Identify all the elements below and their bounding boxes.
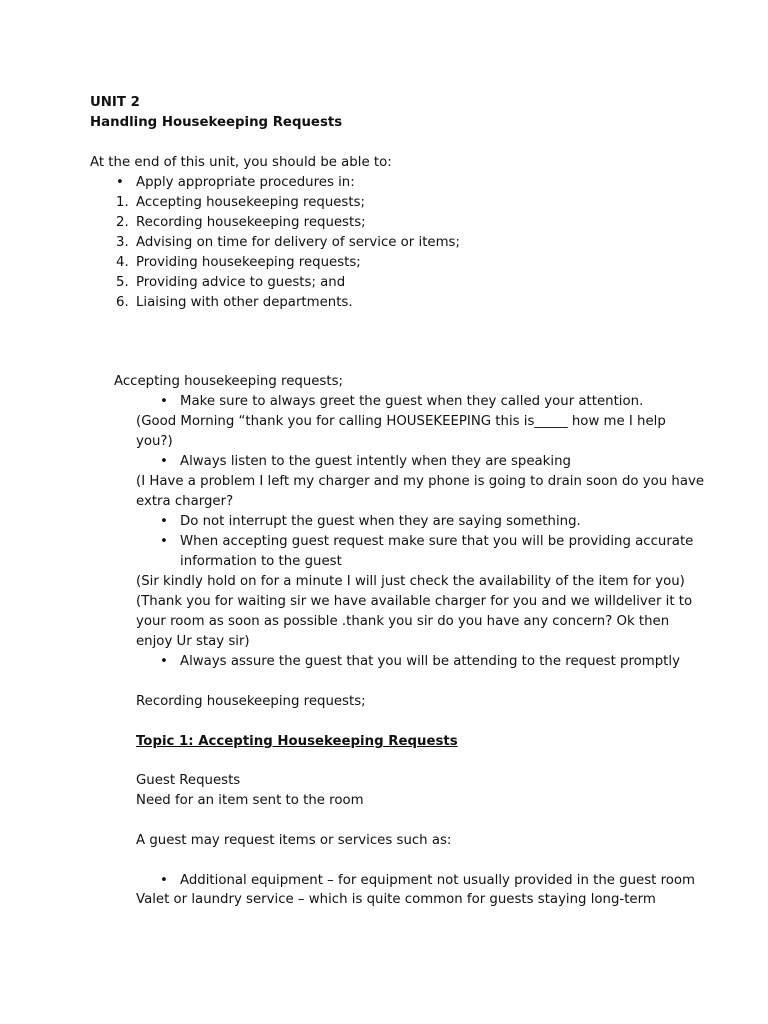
recording-heading: Recording housekeeping requests; bbox=[136, 694, 366, 709]
list-item: • When accepting guest request make sure that you will be providing accurate information to the guest bbox=[160, 534, 694, 569]
list-item: 2. Recording housekeeping requests; bbox=[116, 215, 366, 230]
guest-requests-heading: Guest Requests bbox=[136, 773, 241, 788]
list-item: • Always listen to the guest intently when they are speaking bbox=[160, 452, 720, 472]
list-item: • Always assure the guest that you will be attending to the request promptly bbox=[160, 652, 720, 672]
need-line: Need for an item sent to the room bbox=[136, 793, 364, 808]
list-item: • Make sure to always greet the guest when they called your attention. bbox=[160, 392, 720, 412]
guest-dialogue-problem: (I Have a problem I left my charger and my phone is going to drain soon do you have extra charger? bbox=[136, 474, 705, 509]
list-item: 6. Liaising with other departments. bbox=[116, 295, 353, 310]
list-item: • Do not interrupt the guest when they are saying something. bbox=[160, 512, 720, 532]
guest-dialogue-greeting: (Good Morning “thank you for calling HOUSEKEEPING this is_____ how me I help you?) bbox=[136, 414, 666, 449]
bullet-icon: • bbox=[160, 534, 168, 549]
bullet-icon: • bbox=[160, 454, 168, 469]
unit-label: UNIT 2 bbox=[90, 95, 140, 110]
valet-line: Valet or laundry service – which is quite common for guests staying long-term bbox=[136, 892, 656, 907]
list-item: 3. Advising on time for delivery of service or items; bbox=[116, 235, 460, 250]
list-item: 4. Providing housekeeping requests; bbox=[116, 255, 361, 270]
bullet-icon: • bbox=[160, 873, 168, 888]
objectives-intro: At the end of this unit, you should be able to: bbox=[90, 155, 392, 170]
accepting-heading: Accepting housekeeping requests; bbox=[114, 374, 343, 389]
list-item: 5. Providing advice to guests; and bbox=[116, 275, 346, 290]
services-intro: A guest may request items or services such as: bbox=[136, 833, 452, 848]
unit-title: Handling Housekeeping Requests bbox=[90, 115, 343, 130]
guest-dialogue-response: (Sir kindly hold on for a minute I will just check the availability of the item for you) (Thank you for waiting sir we have available charger for you and we willdeliver it to your room as soon as possible .thank you sir do you have any concern? Ok then enjoy Ur stay sir) bbox=[136, 574, 693, 649]
bullet-icon: • bbox=[160, 654, 168, 669]
bullet-icon: • bbox=[160, 394, 168, 409]
objectives-bullet-list bbox=[116, 173, 676, 193]
list-item: • Apply appropriate procedures in: bbox=[116, 173, 676, 193]
bullet-icon: • bbox=[116, 175, 124, 190]
list-item: 1. Accepting housekeeping requests; bbox=[116, 195, 365, 210]
topic-title: Topic 1: Accepting Housekeeping Requests bbox=[136, 734, 458, 749]
objectives-numbered-list bbox=[116, 193, 676, 313]
list-item: • Additional equipment – for equipment not usually provided in the guest room bbox=[160, 871, 720, 891]
bullet-icon: • bbox=[160, 514, 168, 529]
